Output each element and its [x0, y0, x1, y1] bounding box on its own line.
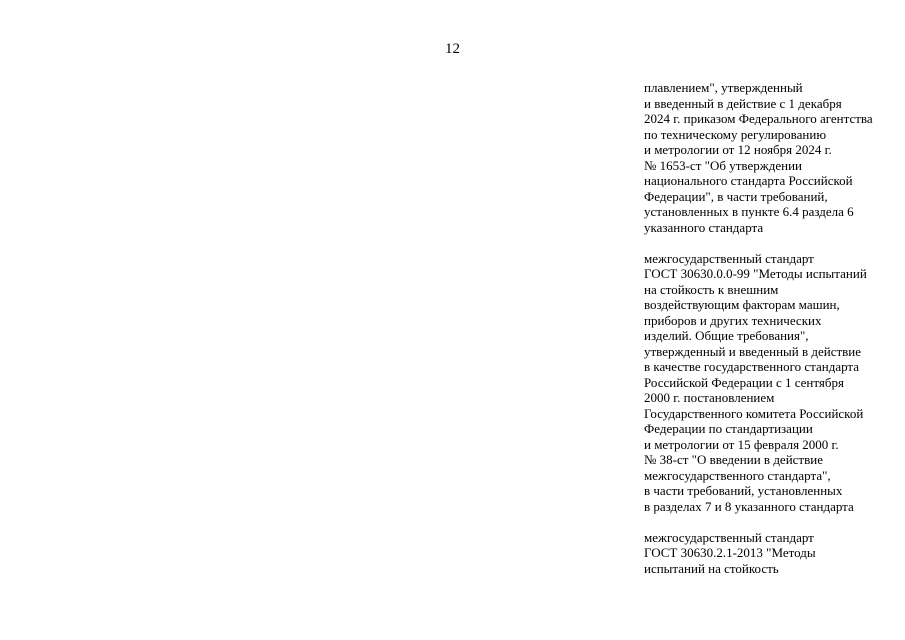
text-line: и метрологии от 15 февраля 2000 г. [644, 436, 839, 452]
text-line: Российской Федерации с 1 сентября [644, 374, 844, 390]
text-line: в разделах 7 и 8 указанного стандарта [644, 498, 854, 514]
text-line: и введенный в действие с 1 декабря [644, 95, 842, 111]
text-line: № 1653-ст "Об утверждении [644, 157, 802, 173]
text-line: плавлением", утвержденный [644, 80, 803, 95]
text-line: изделий. Общие требования", [644, 328, 809, 343]
text-line: 2000 г. постановлением [644, 390, 775, 405]
text-line: в качестве государственного стандарта [644, 359, 860, 374]
text-line: 2024 г. приказом Федерального агентства [644, 111, 873, 126]
text-line: воздействующим факторам машин, [644, 297, 840, 312]
text-line: установленных в пункте 6.4 раздела 6 [644, 204, 854, 219]
text-line: ГОСТ 30630.0.0-99 "Методы испытаний [644, 266, 867, 281]
document-text-column [644, 80, 894, 592]
page-number: 12 [445, 41, 460, 57]
text-line: межгосударственный стандарт [644, 529, 814, 545]
text-line: в части требований, установленных [644, 483, 843, 498]
text-line: Федерации", в части требований, [644, 188, 828, 204]
text-line: утвержденный и введенный в действие [644, 343, 862, 359]
text-line: ГОСТ 30630.2.1-2013 "Методы [644, 545, 816, 560]
text-line: межгосударственный стандарт [644, 250, 814, 266]
text-line: межгосударственного стандарта", [644, 467, 831, 483]
text-block-2 [644, 251, 894, 515]
text-line: Федерации по стандартизации [644, 421, 813, 436]
text-line: и метрологии от 12 ноября 2024 г. [644, 142, 832, 157]
text-line: по техническому регулированию [644, 126, 827, 142]
text-block-3 [644, 530, 894, 577]
text-block-1 [644, 80, 894, 235]
text-line: испытаний на стойкость [644, 560, 779, 576]
text-line: № 38-ст "О введении в действие [644, 452, 823, 467]
text-line: на стойкость к внешним [644, 281, 779, 297]
text-line: указанного стандарта [644, 219, 764, 235]
text-line: Государственного комитета Российской [644, 405, 864, 421]
text-line: национального стандарта Российской [644, 173, 853, 188]
text-line: приборов и других технических [644, 312, 822, 328]
